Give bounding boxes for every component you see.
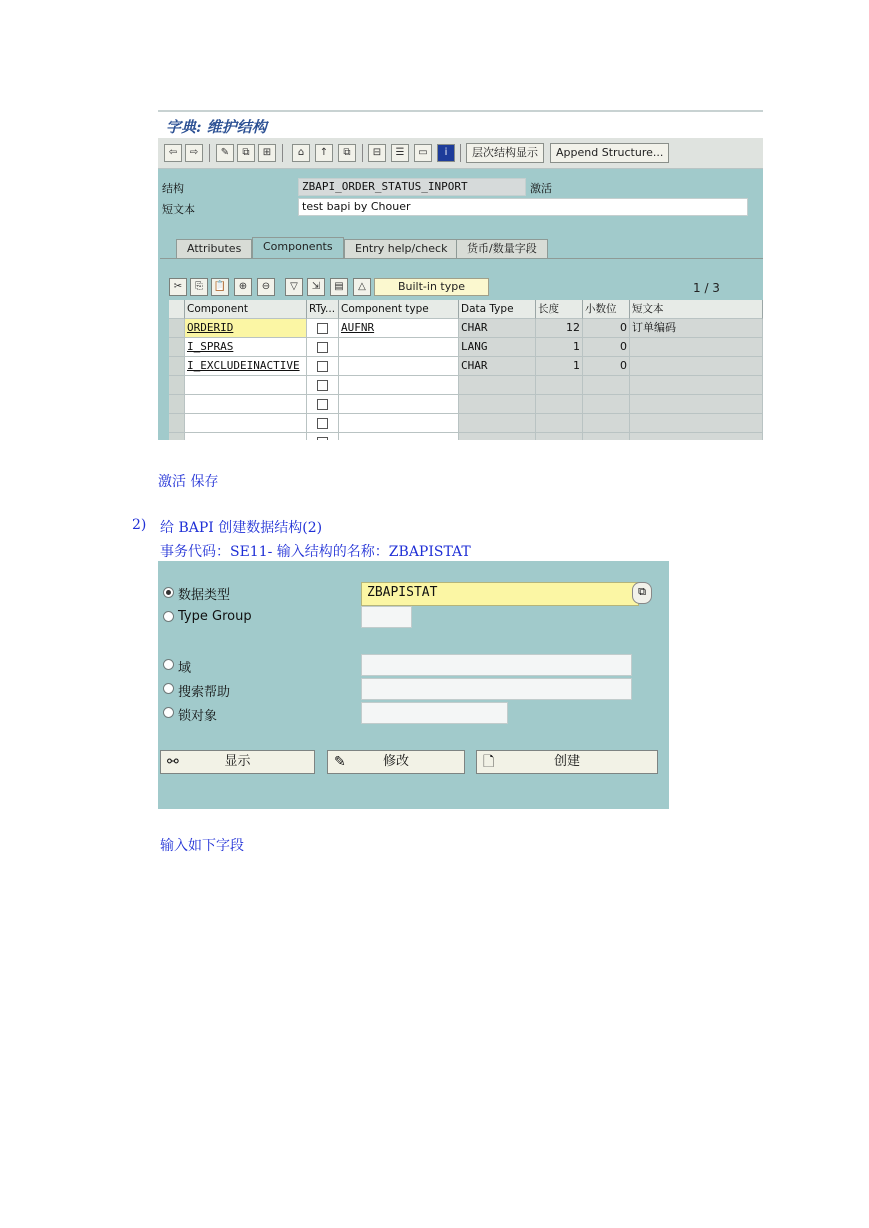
decimals-cell: 0: [583, 357, 630, 376]
data-type-cell: CHAR: [459, 319, 536, 338]
display-button[interactable]: [160, 750, 315, 774]
column-header[interactable]: Component: [185, 300, 307, 319]
info-icon[interactable]: i: [437, 144, 455, 162]
create-button[interactable]: [476, 750, 658, 774]
toolbar-separator: [460, 144, 461, 162]
activate-icon[interactable]: ⌂: [292, 144, 310, 162]
component-type-cell[interactable]: [339, 376, 459, 395]
step-subtitle: 事务代码：SE11- 输入结构的名称：ZBAPISTAT: [160, 544, 471, 560]
rtype-checkbox-cell[interactable]: [307, 357, 339, 376]
row-selector[interactable]: [169, 357, 185, 376]
table-row: [169, 433, 763, 440]
lock-object-label: 锁对象: [178, 709, 218, 724]
delete-row-icon[interactable]: ⊖: [257, 278, 275, 296]
rtype-checkbox[interactable]: [317, 361, 328, 372]
move-icon[interactable]: ⇲: [307, 278, 325, 296]
object-list-icon[interactable]: ⧉: [338, 144, 356, 162]
length-cell: [536, 376, 583, 395]
data-type-cell: [459, 414, 536, 433]
search-help-radio[interactable]: [163, 683, 174, 694]
insert-row-icon[interactable]: ⊕: [234, 278, 252, 296]
short-text-cell: 订单编码: [630, 319, 763, 338]
back-icon[interactable]: ⇦: [164, 144, 182, 162]
rtype-checkbox-cell[interactable]: [307, 338, 339, 357]
domain-label: 域: [178, 661, 192, 676]
component-cell[interactable]: [185, 376, 307, 395]
change-button-label: 修改: [382, 754, 409, 769]
navigation-icon[interactable]: ⊟: [368, 144, 386, 162]
component-type-cell[interactable]: [339, 338, 459, 357]
component-type-cell[interactable]: AUFNR: [339, 319, 459, 338]
length-cell: [536, 395, 583, 414]
page-indicator: 1 / 3: [693, 281, 720, 295]
data-type-cell: LANG: [459, 338, 536, 357]
check-icon[interactable]: ⊞: [258, 144, 276, 162]
column-header[interactable]: RTy...: [307, 300, 339, 319]
row-selector[interactable]: [169, 376, 185, 395]
activate-save-note: 激活 保存: [158, 474, 219, 490]
component-type-cell[interactable]: [339, 395, 459, 414]
table-row: [169, 414, 763, 433]
short-text-cell: [630, 414, 763, 433]
rtype-checkbox[interactable]: [317, 380, 328, 391]
row-selector[interactable]: [169, 338, 185, 357]
column-header[interactable]: 长度: [536, 300, 583, 319]
rtype-checkbox-cell[interactable]: [307, 319, 339, 338]
decimals-cell: [583, 376, 630, 395]
component-type-cell[interactable]: [339, 433, 459, 440]
rtype-checkbox[interactable]: [317, 323, 328, 334]
row-selector[interactable]: [169, 414, 185, 433]
toolbar-separator: [282, 144, 283, 162]
application-toolbar: [158, 138, 763, 169]
short-text-cell: [630, 357, 763, 376]
layout-icon[interactable]: ☰: [391, 144, 409, 162]
forward-icon[interactable]: ⇨: [185, 144, 203, 162]
tab-entry-help-check[interactable]: Entry help/check: [344, 239, 458, 258]
search-help-label: 搜索帮助: [178, 685, 231, 700]
rtype-checkbox-cell[interactable]: [307, 414, 339, 433]
sort-icon[interactable]: △: [353, 278, 371, 296]
status-text: 激活: [530, 182, 552, 195]
title-bar: [158, 110, 763, 138]
rtype-checkbox[interactable]: [317, 418, 328, 429]
column-header[interactable]: 短文本: [630, 300, 763, 319]
sap-maintain-structure-screenshot: [158, 110, 763, 440]
short-text-label: 短文本: [162, 203, 195, 216]
change-button[interactable]: [327, 750, 465, 774]
hierarchy-display-button[interactable]: 层次结构显示: [466, 143, 544, 163]
length-cell: 1: [536, 338, 583, 357]
table-row: [169, 395, 763, 414]
rtype-checkbox[interactable]: [317, 437, 328, 440]
short-text-cell: [630, 395, 763, 414]
rtype-checkbox-cell[interactable]: [307, 376, 339, 395]
rtype-checkbox-cell[interactable]: [307, 395, 339, 414]
decimals-cell: 0: [583, 338, 630, 357]
lock-object-input[interactable]: [361, 702, 508, 724]
new-document-icon: 🗋: [483, 754, 495, 770]
decimals-cell: 0: [583, 319, 630, 338]
row-selector[interactable]: [169, 319, 185, 338]
type-group-label: Type Group: [178, 609, 252, 624]
paste-icon[interactable]: 📋: [211, 278, 229, 296]
component-type-cell[interactable]: [339, 357, 459, 376]
component-cell[interactable]: [185, 433, 307, 440]
toolbar-separator: [362, 144, 363, 162]
create-button-label: 创建: [553, 754, 580, 769]
se11-initial-screen-screenshot: [158, 561, 669, 809]
data-type-input[interactable]: ZBAPISTAT: [361, 582, 639, 606]
data-type-cell: [459, 376, 536, 395]
component-cell[interactable]: I_EXCLUDEINACTIVE: [185, 357, 307, 376]
tab-attributes[interactable]: Attributes: [176, 239, 252, 258]
glasses-icon: ⚯: [167, 754, 179, 770]
filter-icon[interactable]: ▽: [285, 278, 303, 296]
other-object-icon[interactable]: ⧉: [237, 144, 255, 162]
step-number: 2): [132, 517, 147, 533]
row-selector[interactable]: [169, 433, 185, 440]
data-type-cell: CHAR: [459, 357, 536, 376]
length-cell: [536, 433, 583, 440]
component-cell[interactable]: ORDERID: [185, 319, 307, 338]
value-help-icon[interactable]: ⧉: [632, 582, 652, 604]
table-row: [169, 357, 763, 376]
display-change-icon[interactable]: ✎: [216, 144, 234, 162]
table-header-row: [169, 300, 763, 319]
builtin-type-button[interactable]: Built-in type: [374, 278, 489, 296]
component-cell[interactable]: [185, 414, 307, 433]
table-row: [169, 319, 763, 338]
data-type-cell: [459, 433, 536, 440]
row-selector[interactable]: [169, 395, 185, 414]
data-type-cell: [459, 395, 536, 414]
row-selector-header: [169, 300, 185, 319]
pencil-icon: ✎: [334, 754, 346, 770]
search-help-input[interactable]: [361, 678, 632, 700]
component-cell[interactable]: I_SPRAS: [185, 338, 307, 357]
footer-instruction: 输入如下字段: [160, 838, 244, 854]
cut-icon[interactable]: ✂: [169, 278, 187, 296]
screen-title: 字典: 维护结构: [166, 118, 267, 136]
short-text-cell: [630, 433, 763, 440]
lock-object-radio[interactable]: [163, 707, 174, 718]
data-type-label: 数据类型: [178, 588, 231, 603]
decimals-cell: [583, 395, 630, 414]
column-header[interactable]: 小数位: [583, 300, 630, 319]
data-type-radio[interactable]: [163, 587, 174, 598]
table-row: [169, 376, 763, 395]
structure-label: 结构: [162, 182, 184, 195]
rtype-checkbox-cell[interactable]: [307, 433, 339, 440]
type-group-input[interactable]: [361, 606, 412, 628]
step-title: 给 BAPI 创建数据结构(2): [160, 520, 323, 536]
tab-currency-quantity[interactable]: 货币/数量字段: [456, 239, 548, 258]
length-cell: 1: [536, 357, 583, 376]
technical-settings-icon[interactable]: ▭: [414, 144, 432, 162]
toolbar-separator: [209, 144, 210, 162]
rtype-checkbox[interactable]: [317, 399, 328, 410]
display-button-label: 显示: [224, 754, 251, 769]
structure-name-field: ZBAPI_ORDER_STATUS_INPORT: [298, 178, 526, 196]
append-structure-button[interactable]: Append Structure...: [550, 143, 669, 163]
domain-radio[interactable]: [163, 659, 174, 670]
where-used-icon[interactable]: ↑: [315, 144, 333, 162]
decimals-cell: [583, 433, 630, 440]
length-cell: 12: [536, 319, 583, 338]
length-cell: [536, 414, 583, 433]
short-text-cell: [630, 338, 763, 357]
column-header[interactable]: Data Type: [459, 300, 536, 319]
domain-input[interactable]: [361, 654, 632, 676]
tab-components[interactable]: Components: [252, 237, 344, 259]
column-header[interactable]: Component type: [339, 300, 459, 319]
component-cell[interactable]: [185, 395, 307, 414]
rtype-checkbox[interactable]: [317, 342, 328, 353]
type-group-radio[interactable]: [163, 611, 174, 622]
short-text-field[interactable]: test bapi by Chouer: [298, 198, 748, 216]
decimals-cell: [583, 414, 630, 433]
table-row: [169, 338, 763, 357]
component-type-cell[interactable]: [339, 414, 459, 433]
detail-icon[interactable]: ▤: [330, 278, 348, 296]
short-text-cell: [630, 376, 763, 395]
copy-icon[interactable]: ⎘: [190, 278, 208, 296]
